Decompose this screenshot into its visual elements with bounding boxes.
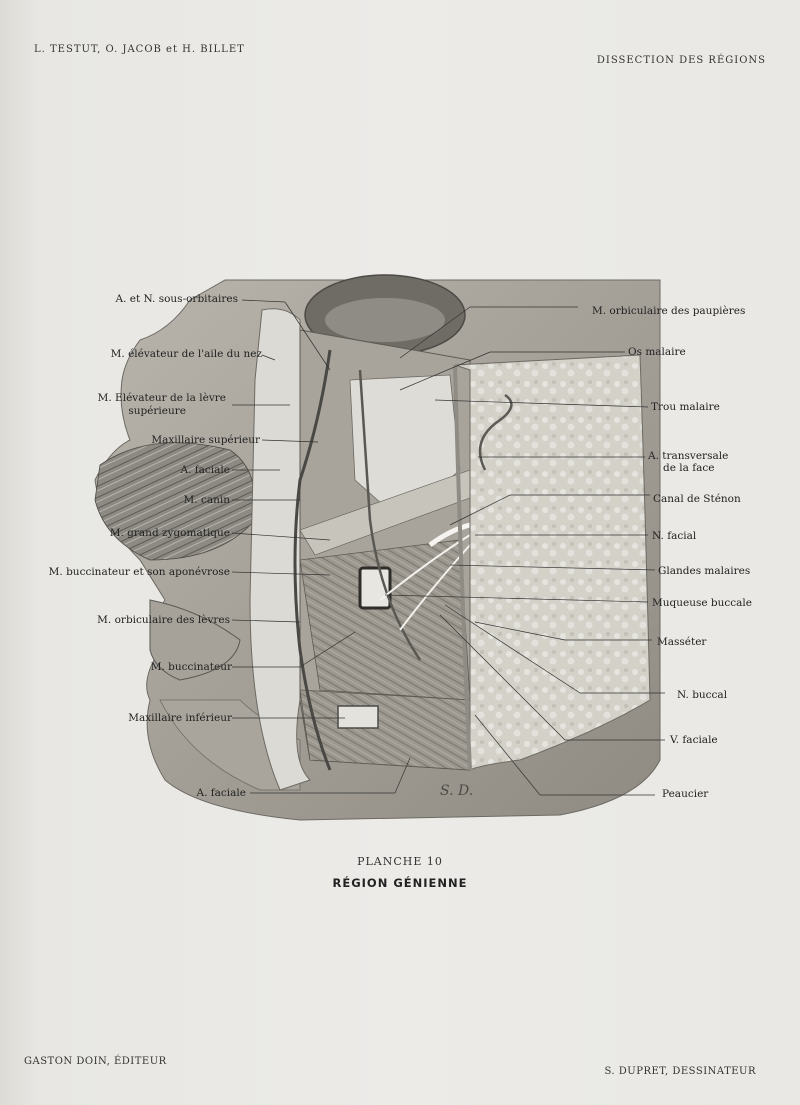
header-section: DISSECTION DES RÉGIONS	[596, 55, 766, 66]
mandible-window	[338, 706, 378, 728]
label-n-facial: N. facial	[652, 530, 697, 542]
label-buccinateur-aponevrose: M. buccinateur et son aponévrose	[48, 566, 230, 578]
label-n-buccal: N. buccal	[677, 689, 728, 701]
label-grand-zygomatique: M. grand zygomatique	[109, 527, 230, 539]
label-a-transversale: A. transversale	[648, 450, 729, 462]
label-canal-stenon: Canal de Sténon	[653, 493, 741, 505]
label-sous-orbitaires: A. et N. sous-orbitaires	[115, 293, 238, 305]
label-glandes-malaires: Glandes malaires	[658, 565, 751, 577]
label-orbiculaire-paupieres: M. orbiculaire des paupières	[592, 305, 746, 317]
footer-publisher: GASTON DOIN, ÉDITEUR	[24, 1056, 167, 1067]
label-orbiculaire-levres: M. orbiculaire des lèvres	[97, 614, 230, 626]
plate-title: RÉGION GÉNIENNE	[332, 876, 468, 890]
label-a-transversale-suite: de la face	[663, 462, 715, 474]
label-maxillaire-inferieur: Maxillaire inférieur	[128, 712, 232, 724]
label-a-faciale-bas: A. faciale	[196, 787, 246, 799]
label-a-faciale-haut: A. faciale	[180, 464, 230, 476]
header-authors: L. TESTUT, O. JACOB et H. BILLET	[34, 44, 245, 55]
label-peaucier: Peaucier	[662, 788, 709, 800]
plate-number: PLANCHE 10	[357, 855, 443, 868]
artist-signature: S. D.	[440, 783, 474, 799]
label-os-malaire: Os malaire	[628, 346, 686, 358]
label-muqueuse-buccale: Muqueuse buccale	[652, 597, 752, 609]
label-elevateur-levre-suite: supérieure	[128, 405, 186, 417]
buccinator-muscle	[300, 540, 470, 700]
label-buccinateur: M. buccinateur	[150, 661, 232, 673]
skin-flap-right	[455, 355, 650, 770]
label-v-faciale: V. faciale	[670, 734, 718, 746]
label-trou-malaire: Trou malaire	[651, 401, 720, 413]
label-elevateur-levre: M. Elévateur de la lèvre	[97, 392, 226, 404]
label-masseter: Masséter	[657, 636, 707, 648]
label-elevateur-aile-nez: M. élévateur de l'aile du nez	[110, 348, 262, 360]
label-m-canin: M. canin	[183, 494, 230, 506]
label-maxillaire-superieur: Maxillaire supérieur	[151, 434, 260, 446]
footer-artist: S. DUPRET, DESSINATEUR	[604, 1066, 756, 1077]
